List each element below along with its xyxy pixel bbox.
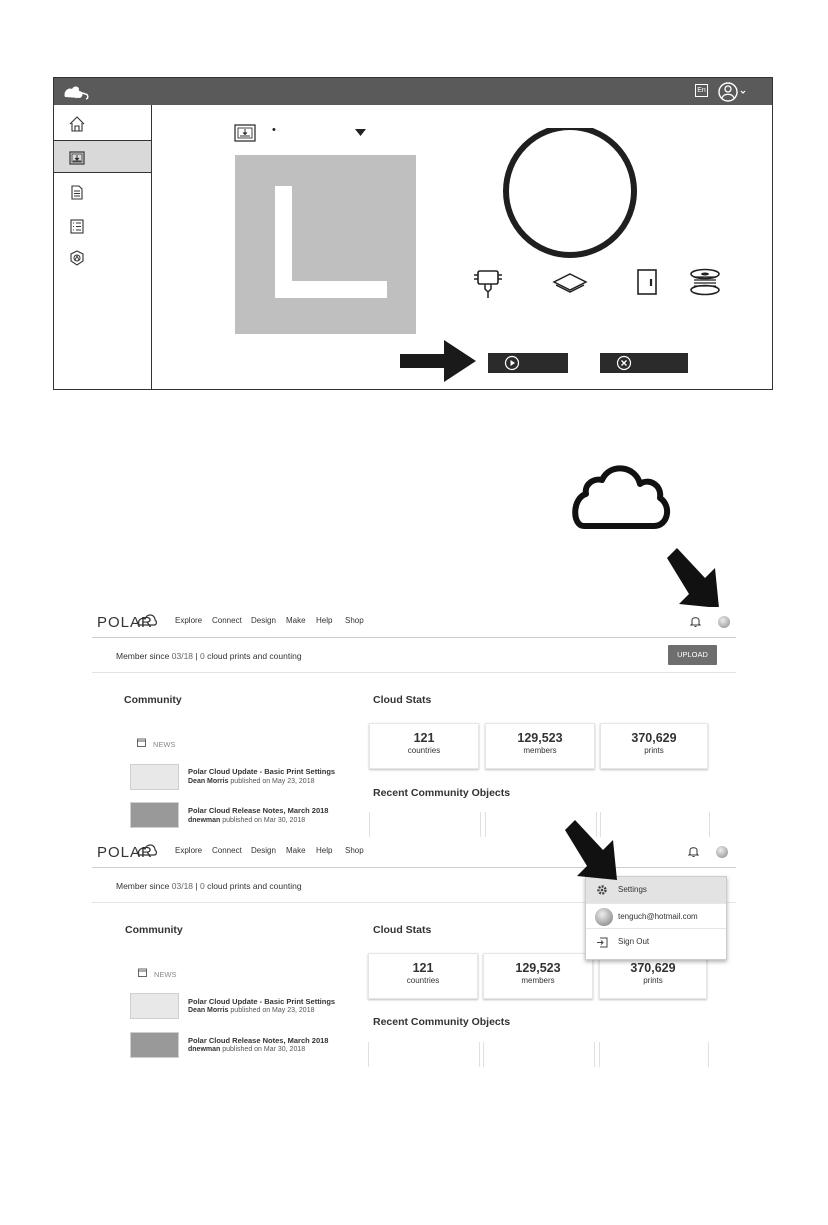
filament-spool-icon	[688, 268, 722, 296]
gear-icon	[596, 884, 608, 896]
stat-prints: 370,629 prints	[600, 723, 708, 769]
pointer-arrow-icon	[663, 546, 723, 610]
sign-out-icon	[596, 937, 608, 948]
community-object-card[interactable]	[368, 1042, 480, 1067]
progress-ring	[500, 128, 640, 268]
polar-logo-text[interactable]: POLAR	[97, 614, 153, 631]
menu-item-account[interactable]: tenguch@hotmail.com	[586, 903, 726, 929]
stat-members: 129,523 members	[485, 723, 595, 769]
news-thumbnail[interactable]	[130, 1032, 179, 1058]
start-print-button[interactable]	[488, 353, 568, 373]
news-thumbnail[interactable]	[130, 764, 179, 790]
menu-item-settings[interactable]: Settings	[586, 877, 726, 903]
nav-explore[interactable]: Explore	[175, 616, 203, 625]
bell-icon[interactable]	[690, 615, 701, 628]
divider	[92, 672, 736, 673]
list-icon	[68, 217, 86, 235]
l-shape-horizontal	[275, 281, 387, 298]
nav-design[interactable]: Design	[251, 846, 276, 855]
news-title[interactable]: Polar Cloud Update - Basic Print Settings	[188, 767, 336, 776]
recent-objects-title: Recent Community Objects	[373, 787, 511, 799]
printer-header-bar	[54, 78, 772, 105]
member-since-text: Member since 03/18 | 0 cloud prints and counting	[116, 881, 302, 891]
play-icon	[504, 355, 520, 371]
news-meta: dnewman published on Mar 30, 2018	[188, 817, 306, 824]
community-object-card[interactable]	[369, 812, 481, 837]
cloud-stats-title: Cloud Stats	[373, 924, 432, 936]
printer-icon	[68, 149, 86, 167]
menu-item-sign-out[interactable]: Sign Out	[586, 929, 726, 955]
stat-prints: 370,629 prints	[599, 953, 707, 999]
avatar	[595, 908, 613, 926]
cancel-print-button[interactable]	[600, 353, 688, 373]
nav-help[interactable]: Help	[316, 846, 333, 855]
files-icon	[68, 183, 86, 201]
pointer-arrow-icon	[398, 336, 478, 386]
bell-icon[interactable]	[688, 845, 699, 858]
avatar[interactable]	[718, 616, 730, 628]
caret-down-icon[interactable]	[355, 129, 366, 137]
upload-button[interactable]: UPLOAD	[668, 645, 717, 665]
printer-select-bullet[interactable]: •	[272, 124, 276, 136]
printer-icon[interactable]	[234, 124, 256, 142]
sidebar-item-settings[interactable]	[54, 241, 151, 274]
nav-shop[interactable]: Shop	[345, 846, 364, 855]
sidebar-item-home[interactable]	[54, 107, 151, 140]
news-label: NEWS	[153, 740, 176, 749]
calendar-icon	[138, 968, 147, 977]
printer-sidebar	[54, 105, 152, 390]
printer-control-panel	[53, 77, 773, 390]
cloud-stats-title: Cloud Stats	[373, 694, 432, 706]
nav-help[interactable]: Help	[316, 616, 333, 625]
nav-connect[interactable]: Connect	[212, 846, 242, 855]
news-thumbnail[interactable]	[130, 802, 179, 828]
cloud-icon	[570, 462, 674, 530]
nav-explore[interactable]: Explore	[175, 846, 203, 855]
model-preview	[235, 155, 416, 334]
community-object-card[interactable]	[483, 1042, 595, 1067]
sidebar-item-files[interactable]	[54, 175, 151, 208]
community-title: Community	[125, 924, 183, 936]
news-label: NEWS	[154, 970, 177, 979]
account-dropdown-menu	[585, 876, 727, 960]
settings-gear-icon	[68, 249, 86, 267]
polar-cloud-logo-icon[interactable]	[137, 613, 157, 627]
nav-connect[interactable]: Connect	[212, 616, 242, 625]
sidebar-item-queue[interactable]	[54, 209, 151, 242]
news-meta: dnewman published on Mar 30, 2018	[188, 1046, 306, 1053]
news-meta: Dean Morris published on May 23, 2018	[188, 778, 315, 785]
avatar[interactable]	[716, 846, 728, 858]
stat-members: 129,523 members	[483, 953, 593, 999]
user-circle-icon[interactable]	[717, 81, 749, 103]
top-nav-bar	[92, 837, 736, 868]
language-badge[interactable]: En	[695, 84, 708, 97]
recent-objects-title: Recent Community Objects	[373, 1016, 511, 1028]
news-title[interactable]: Polar Cloud Release Notes, March 2018	[188, 806, 329, 815]
polar-cloud-logo-icon[interactable]	[62, 83, 90, 101]
community-object-card[interactable]	[599, 1042, 709, 1067]
nav-make[interactable]: Make	[286, 616, 306, 625]
news-meta: Dean Morris published on May 23, 2018	[188, 1007, 315, 1014]
layers-icon	[552, 272, 588, 296]
stat-countries: 121 countries	[368, 953, 478, 999]
nozzle-icon	[472, 268, 504, 300]
nav-make[interactable]: Make	[286, 846, 306, 855]
community-title: Community	[124, 694, 182, 706]
news-title[interactable]: Polar Cloud Release Notes, March 2018	[188, 1036, 329, 1045]
sidebar-item-printer[interactable]	[54, 140, 151, 173]
top-nav-bar	[92, 607, 736, 638]
news-thumbnail[interactable]	[130, 993, 179, 1019]
nav-shop[interactable]: Shop	[345, 616, 364, 625]
member-since-text: Member since 03/18 | 0 cloud prints and counting	[116, 651, 302, 661]
cancel-circle-icon	[616, 355, 632, 371]
calendar-icon	[137, 738, 146, 747]
door-icon	[636, 268, 658, 296]
home-icon	[68, 115, 86, 133]
polar-cloud-dashboard	[92, 607, 736, 837]
pointer-arrow-icon	[561, 818, 621, 882]
nav-design[interactable]: Design	[251, 616, 276, 625]
polar-cloud-logo-icon[interactable]	[137, 843, 157, 857]
news-title[interactable]: Polar Cloud Update - Basic Print Settings	[188, 997, 336, 1006]
polar-logo-text[interactable]: POLAR	[97, 844, 153, 861]
stat-countries: 121 countries	[369, 723, 479, 769]
